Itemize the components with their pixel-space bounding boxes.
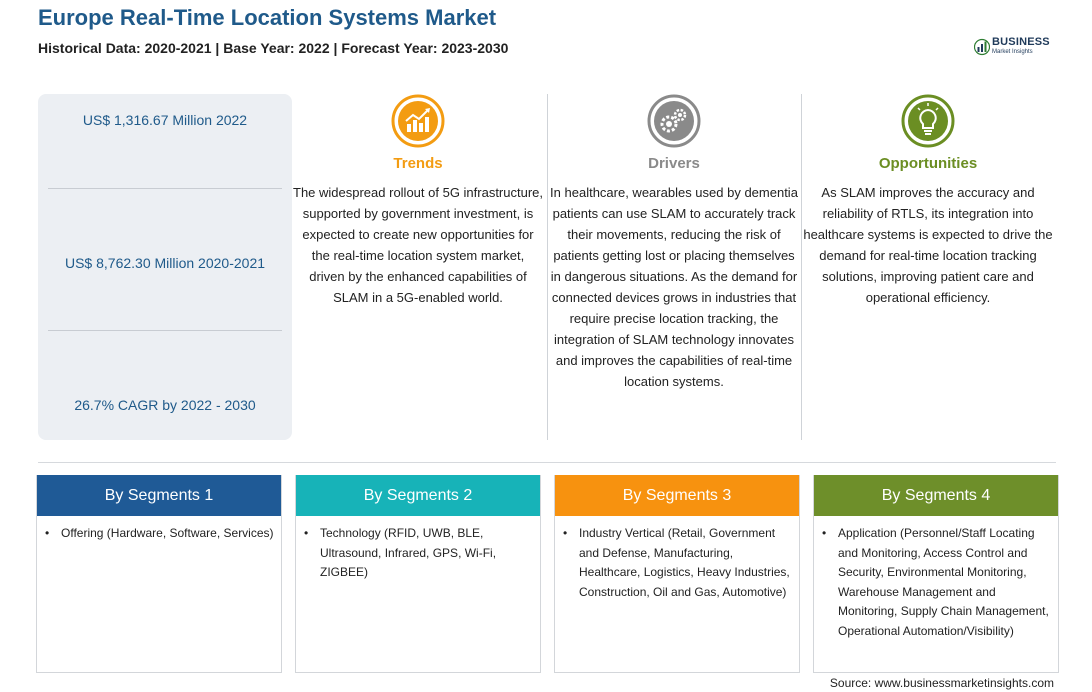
stat-cagr: 26.7% CAGR by 2022 - 2030 xyxy=(74,397,256,413)
segment-1-heading: By Segments 1 xyxy=(37,475,281,516)
segment-card-2 xyxy=(295,475,541,673)
segment-3-body xyxy=(555,516,799,602)
segment-2-body xyxy=(296,516,540,583)
bullet-icon: • xyxy=(822,526,827,540)
segment-2-heading: By Segments 2 xyxy=(296,475,540,516)
segment-4-text: Application (Personnel/Staff Locating and Monitoring, Access Control and Security, Environmental Monitoring, Warehouse Management and Monitoring, Supply Chain Management, Operational Automation/Visibility) xyxy=(838,526,1049,638)
segment-1-body xyxy=(37,516,281,544)
brand-logo xyxy=(974,36,1066,60)
stats-divider xyxy=(48,330,282,331)
segment-card-3 xyxy=(554,475,800,673)
opportunities-heading: Opportunities xyxy=(878,155,978,172)
stat-market-size-historical: US$ 8,762.30 Million 2020-2021 xyxy=(64,255,266,271)
opportunities-column xyxy=(803,94,1053,308)
segment-3-text: Industry Vertical (Retail, Government and Defense, Manufacturing, Healthcare, Logistics, Heavy Industries, Construction, Oil and Gas, Automotive) xyxy=(579,526,790,599)
lightbulb-icon xyxy=(901,94,955,148)
gears-icon xyxy=(647,94,701,148)
opportunities-text: As SLAM improves the accuracy and reliability of RTLS, its integration into healthcare systems is expected to drive the demand for real-time location tracking solutions, improving patient care and operational efficiency. xyxy=(803,185,1053,305)
section-divider xyxy=(38,462,1056,463)
segment-4-body xyxy=(814,516,1058,641)
logo-tagline: Market Insights xyxy=(992,49,1033,55)
stat-market-size-2022: US$ 1,316.67 Million 2022 xyxy=(82,112,248,128)
drivers-text: In healthcare, wearables used by dementia patients can use SLAM to accurately track their movements, reducing the risk of patients getting lost or placing themselves in dangerous situations. As the demand for connected devices grows in industries that require precise location tracking, the integration of SLAM technology innovates and improves the capabilities of real-time location systems. xyxy=(550,185,798,389)
column-divider xyxy=(801,94,802,440)
stats-divider xyxy=(48,188,282,189)
page-title: Europe Real-Time Location Systems Market xyxy=(38,5,497,30)
trends-text: The widespread rollout of 5G infrastructure, supported by government investment, is expected to create new opportunities for the real-time location system market, driven by the enhanced capabilities of SLAM in a 5G-enabled world. xyxy=(293,185,544,305)
segment-1-text: Offering (Hardware, Software, Services) xyxy=(61,526,274,540)
segment-4-heading: By Segments 4 xyxy=(814,475,1058,516)
column-divider xyxy=(547,94,548,440)
drivers-heading: Drivers xyxy=(648,155,700,172)
segment-card-4 xyxy=(813,475,1059,673)
trends-column xyxy=(293,94,543,308)
trend-chart-icon xyxy=(391,94,445,148)
segment-2-text: Technology (RFID, UWB, BLE, Ultrasound, Infrared, GPS, Wi-Fi, ZIGBEE) xyxy=(320,526,497,579)
drivers-column xyxy=(549,94,799,392)
logo-icon xyxy=(974,38,990,56)
page-subtitle: Historical Data: 2020-2021 | Base Year: 2022 | Forecast Year: 2023-2030 xyxy=(38,40,509,56)
source-credit: Source: www.businessmarketinsights.com xyxy=(829,676,1054,690)
logo-name: BUSINESS xyxy=(992,36,1050,48)
stats-panel xyxy=(38,94,292,440)
bullet-icon: • xyxy=(45,526,50,540)
trends-heading: Trends xyxy=(393,155,443,172)
segment-card-1 xyxy=(36,475,282,673)
bullet-icon: • xyxy=(304,526,309,540)
bullet-icon: • xyxy=(563,526,568,540)
segment-3-heading: By Segments 3 xyxy=(555,475,799,516)
